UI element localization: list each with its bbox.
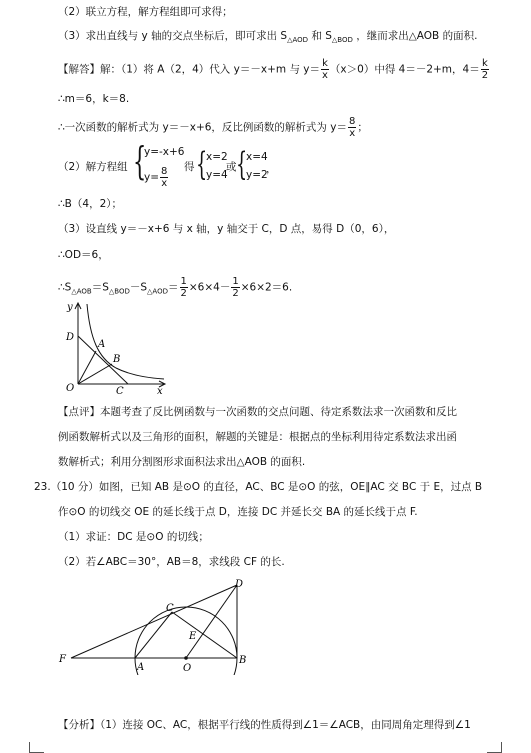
subscript: △BOD <box>108 287 130 296</box>
label-d: D <box>66 332 75 343</box>
equation <box>144 166 169 189</box>
text-line: 【点评】本题考查了反比例函数与一次函数的交点问题、待定系数法求一次函数和反比 <box>58 406 457 418</box>
brace: { <box>196 145 208 183</box>
label-c: C <box>166 603 174 614</box>
text-segment: y= <box>144 171 160 184</box>
label-b: B <box>113 354 121 365</box>
text-line <box>58 276 292 299</box>
brace: { <box>133 139 147 183</box>
text-segment: ，继而求出△AOB 的面积. <box>356 30 478 42</box>
equation: y=2 <box>246 169 268 181</box>
equation: x=2 <box>206 151 228 163</box>
equation: y=-x+6 <box>144 146 185 158</box>
text-line: 23.（10 分）如图，已知 AB 是⊙O 的直径，AC、BC 是⊙O 的弦，OE∥AC 交 BC 于 E，过点 B <box>34 481 483 493</box>
label-a: A <box>98 339 106 350</box>
text-line: 数解析式；利用分割图形求面积法求出△AOB 的面积. <box>58 456 306 468</box>
text-segment: ＝S <box>91 281 109 294</box>
text-line: （2）若∠ABC＝30°，AB＝8，求线段 CF 的长. <box>58 556 285 568</box>
denominator: 2 <box>481 70 489 81</box>
fraction <box>481 58 489 81</box>
text-segment: 和 S <box>311 30 332 42</box>
fraction <box>231 276 239 299</box>
circle-geometry-figure <box>55 575 265 675</box>
text-segment: ， <box>266 163 277 175</box>
text-line <box>58 58 490 81</box>
text-segment: ×6×4－ <box>188 281 231 294</box>
function-graph-figure <box>60 298 170 394</box>
text-segment: ＝ <box>168 281 179 294</box>
label-b: B <box>239 655 247 666</box>
equation: y=4 <box>206 169 228 181</box>
denominator: x <box>349 128 356 139</box>
text-segment: （3）求出直线与 y 轴的交点坐标后，即可求出 S <box>58 30 288 42</box>
text-segment: 得 <box>184 161 195 173</box>
numerator: 8 <box>348 116 356 127</box>
numerator: 8 <box>161 166 168 177</box>
text-line <box>58 116 368 139</box>
fraction <box>348 116 356 139</box>
label-f: F <box>59 654 66 665</box>
numerator: 1 <box>232 276 239 287</box>
segment-cb <box>172 612 237 658</box>
subscript: △BOD <box>331 36 353 45</box>
text-line: 作⊙O 的切线交 OE 的延长线于点 D，连接 DC 并延长交 BA 的延长线于点 F. <box>58 506 418 518</box>
text-segment: （x＞0）中得 4＝－2+m，4＝ <box>329 63 480 76</box>
label-y: y <box>67 302 73 313</box>
text-segment: ×6×2＝6. <box>240 281 293 294</box>
text-line: 例函数解析式以及三角形的面积，解题的关键是：根据点的坐标利用待定系数法求出函 <box>58 431 457 443</box>
text-line: （3）设直线 y＝－x+6 与 x 轴，y 轴交于 C，D 点，易得 D（0，6）， <box>58 223 395 235</box>
label-c: C <box>116 386 124 394</box>
center-point <box>184 656 188 660</box>
label-d: D <box>235 579 244 590</box>
text-line: ∴OD＝6， <box>58 249 109 261</box>
denominator: x <box>322 70 328 81</box>
text-line <box>58 29 477 47</box>
text-segment: ∴S <box>58 281 72 294</box>
text-line: ∴B（4，2）； <box>58 198 122 210</box>
text-line: 【分析】（1）连接 OC、AC，根据平行线的性质得到∠1＝∠ACB，由同周角定理得到∠1 <box>58 719 471 731</box>
numerator: k <box>482 58 488 69</box>
label-o: O <box>183 663 192 674</box>
text-line: （1）求证：DC 是⊙O 的切线； <box>58 531 209 543</box>
label-o: O <box>66 383 75 394</box>
page-corner-mark <box>29 742 44 753</box>
text-line: （2）联立方程，解方程组即可求得； <box>58 6 233 18</box>
fraction <box>321 58 329 81</box>
brace: { <box>236 145 248 183</box>
page-corner-mark <box>487 742 502 753</box>
text-segment: 【解答】解：（1）将 A（2，4）代入 y＝－x+m 与 y＝ <box>58 63 320 76</box>
denominator: 2 <box>180 288 187 299</box>
text-segment: 或 <box>226 161 237 173</box>
denominator: 2 <box>232 288 239 299</box>
label-e: E <box>189 631 197 642</box>
text-segment: －S <box>129 281 148 294</box>
text-line: ∴m＝6，k＝8. <box>58 93 130 105</box>
subscript: △AOD <box>147 287 168 296</box>
numerator: k <box>322 58 328 69</box>
equation: x=4 <box>246 151 268 163</box>
fraction <box>160 166 168 189</box>
numerator: 1 <box>180 276 187 287</box>
text-segment: ； <box>357 121 368 134</box>
subscript: △AOD <box>287 36 309 45</box>
subscript: △AOB <box>71 287 92 296</box>
text-segment: ∴一次函数的解析式为 y＝－x+6，反比例函数的解析式为 y＝ <box>58 121 347 134</box>
text-line: （2）解方程组 <box>58 161 128 173</box>
denominator: x <box>161 178 168 189</box>
fraction <box>180 276 188 299</box>
label-a: A <box>137 662 145 673</box>
label-x: x <box>157 386 163 394</box>
